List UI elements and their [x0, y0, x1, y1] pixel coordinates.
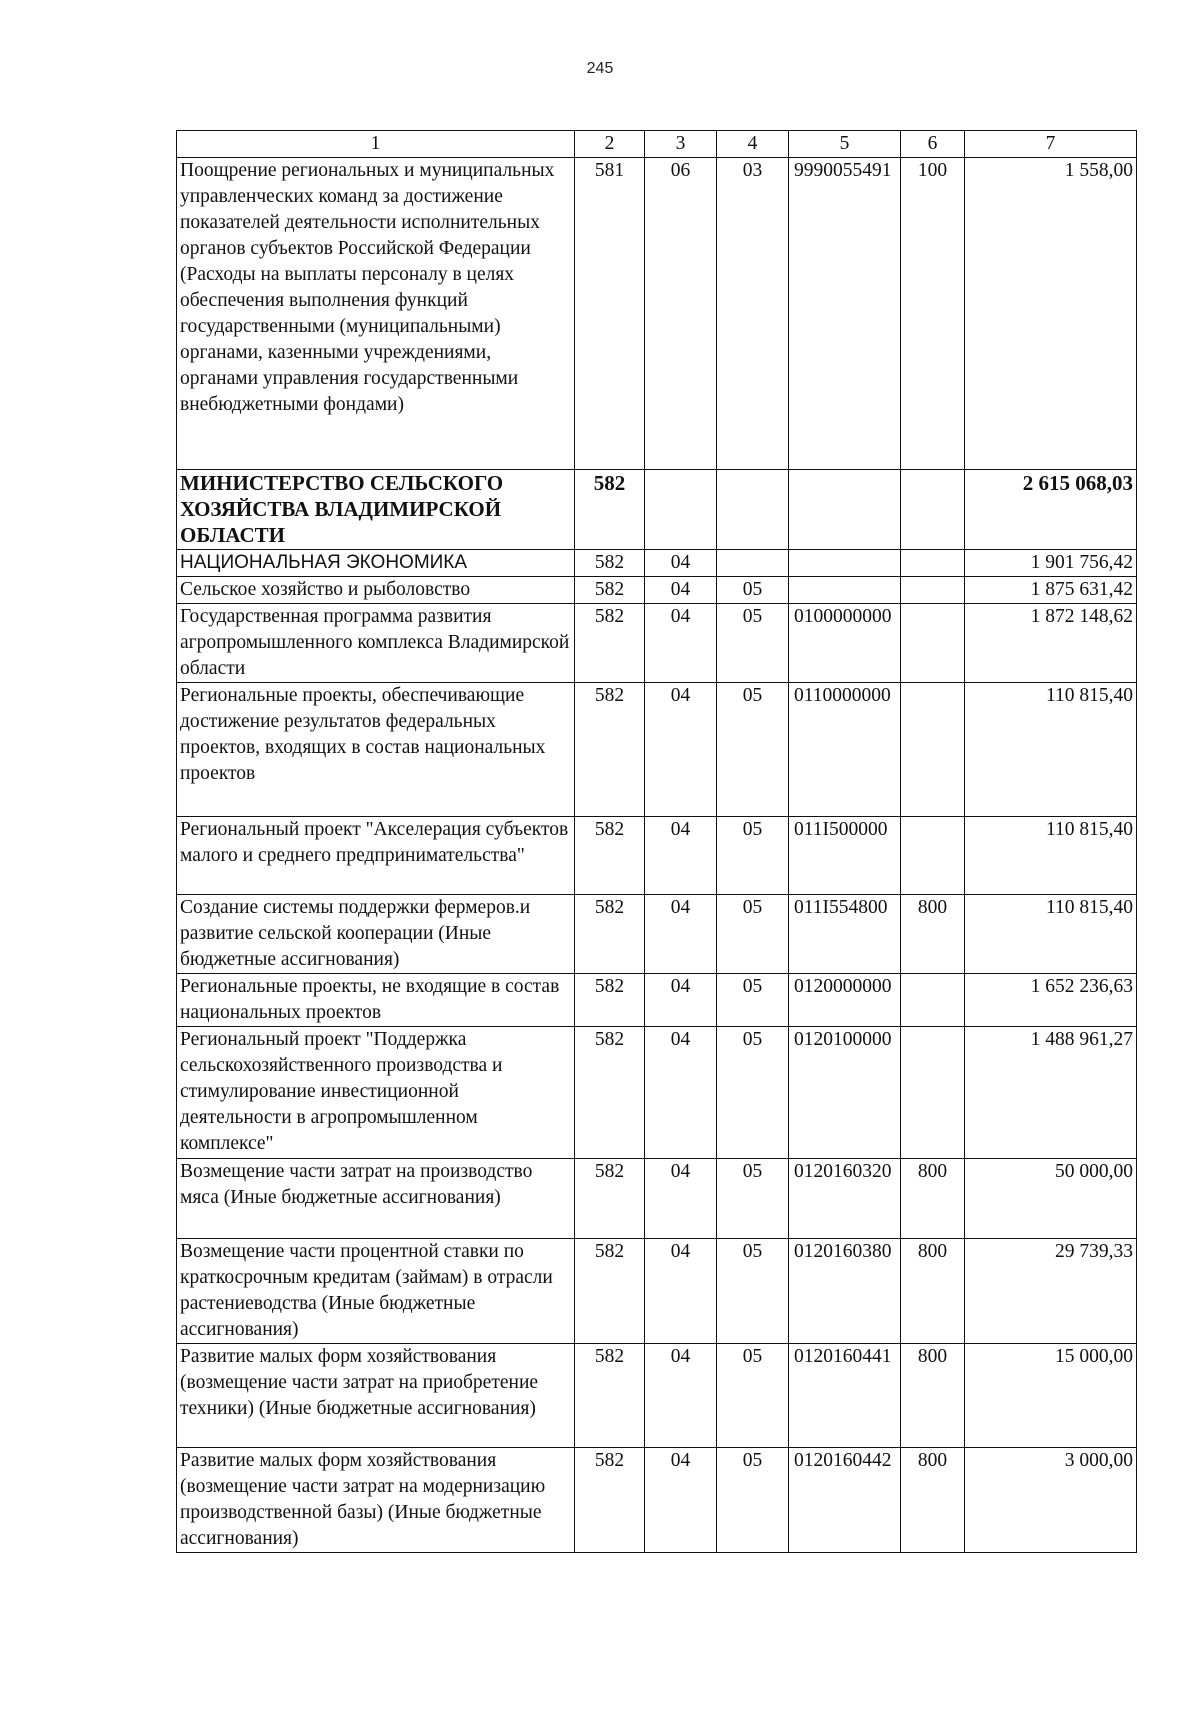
section-code: 04 [645, 604, 717, 683]
row-name: Региональный проект "Акселерация субъектов малого и среднего предпринимательства" [177, 817, 575, 895]
header-cell: 2 [575, 131, 645, 158]
admin-code: 582 [575, 550, 645, 577]
table-row [177, 683, 1137, 817]
section-code: 06 [645, 158, 717, 470]
table-row [177, 1344, 1137, 1448]
table-row [177, 895, 1137, 974]
target-article-code: 0120100000 [789, 1027, 901, 1159]
expense-type-code [901, 974, 965, 1027]
expense-type-code: 800 [901, 1159, 965, 1239]
target-article-code: 0120160320 [789, 1159, 901, 1239]
header-cell: 7 [965, 131, 1137, 158]
amount: 1 558,00 [965, 158, 1137, 470]
admin-code: 582 [575, 577, 645, 604]
admin-code: 582 [575, 1027, 645, 1159]
target-article-code: 0110000000 [789, 683, 901, 817]
subsection-code: 05 [717, 817, 789, 895]
section-code: 04 [645, 1448, 717, 1553]
section-code: 04 [645, 1344, 717, 1448]
expense-type-code: 800 [901, 1448, 965, 1553]
admin-code: 582 [575, 895, 645, 974]
subsection-code: 05 [717, 974, 789, 1027]
row-name: Региональные проекты, обеспечивающие достижение результатов федеральных проектов, входящих в состав национальных проектов [177, 683, 575, 817]
admin-code: 581 [575, 158, 645, 470]
row-name: Сельское хозяйство и рыболовство [177, 577, 575, 604]
target-article-code: 011I554800 [789, 895, 901, 974]
page-number: 245 [586, 60, 614, 77]
amount: 1 875 631,42 [965, 577, 1137, 604]
subsection-code: 05 [717, 1159, 789, 1239]
section-code: 04 [645, 1239, 717, 1344]
expense-type-code [901, 817, 965, 895]
row-name: Поощрение региональных и муниципальных управленческих команд за достижение показателей деятельности исполнительных органов субъектов Российской Федерации (Расходы на выплаты персоналу в целях обеспечения выполнения функций государственными (муниципальными) органами, казенными учреждениями, органами управления государственными внебюджетными фондами) [177, 158, 575, 470]
subsection-code: 05 [717, 1344, 789, 1448]
subsection-code: 05 [717, 895, 789, 974]
amount: 110 815,40 [965, 817, 1137, 895]
row-name: Возмещение части процентной ставки по краткосрочным кредитам (займам) в отрасли растениеводства (Иные бюджетные ассигнования) [177, 1239, 575, 1344]
target-article-code: 0120000000 [789, 974, 901, 1027]
subsection-code: 05 [717, 1027, 789, 1159]
expense-type-code: 800 [901, 895, 965, 974]
row-name: МИНИСТЕРСТВО СЕЛЬСКОГО ХОЗЯЙСТВА ВЛАДИМИРСКОЙ ОБЛАСТИ [177, 470, 575, 550]
expense-type-code [901, 604, 965, 683]
admin-code: 582 [575, 1239, 645, 1344]
header-cell: 4 [717, 131, 789, 158]
section-code [645, 470, 717, 550]
admin-code: 582 [575, 1159, 645, 1239]
row-name: Создание системы поддержки фермеров.и развитие сельской кооперации (Иные бюджетные ассигнования) [177, 895, 575, 974]
expense-type-code [901, 550, 965, 577]
amount: 15 000,00 [965, 1344, 1137, 1448]
admin-code: 582 [575, 1344, 645, 1448]
subsection-code: 05 [717, 577, 789, 604]
amount: 1 652 236,63 [965, 974, 1137, 1027]
header-cell: 6 [901, 131, 965, 158]
amount: 1 901 756,42 [965, 550, 1137, 577]
table-row [177, 1239, 1137, 1344]
admin-code: 582 [575, 1448, 645, 1553]
expense-type-code: 800 [901, 1239, 965, 1344]
target-article-code: 0120160442 [789, 1448, 901, 1553]
subsection-code: 05 [717, 1239, 789, 1344]
table-row [177, 550, 1137, 577]
subsection-code: 05 [717, 1448, 789, 1553]
section-code: 04 [645, 974, 717, 1027]
expense-type-code: 800 [901, 1344, 965, 1448]
admin-code: 582 [575, 817, 645, 895]
amount: 1 488 961,27 [965, 1027, 1137, 1159]
target-article-code [789, 550, 901, 577]
header-row [177, 131, 1137, 158]
section-code: 04 [645, 1027, 717, 1159]
expense-type-code [901, 683, 965, 817]
section-code: 04 [645, 895, 717, 974]
section-code: 04 [645, 683, 717, 817]
row-name: Развитие малых форм хозяйствования (возмещение части затрат на приобретение техники) (Иные бюджетные ассигнования) [177, 1344, 575, 1448]
row-name: Развитие малых форм хозяйствования (возмещение части затрат на модернизацию производственной базы) (Иные бюджетные ассигнования) [177, 1448, 575, 1553]
subsection-code [717, 550, 789, 577]
row-name: Региональные проекты, не входящие в состав национальных проектов [177, 974, 575, 1027]
admin-code: 582 [575, 683, 645, 817]
header-cell: 1 [177, 131, 575, 158]
target-article-code: 011I500000 [789, 817, 901, 895]
admin-code: 582 [575, 470, 645, 550]
row-name: Региональный проект "Поддержка сельскохозяйственного производства и стимулирование инвестиционной деятельности в агропромышленном комплексе" [177, 1027, 575, 1159]
target-article-code: 0100000000 [789, 604, 901, 683]
table-row [177, 1448, 1137, 1553]
amount: 1 872 148,62 [965, 604, 1137, 683]
table-row [177, 158, 1137, 470]
amount: 29 739,33 [965, 1239, 1137, 1344]
expense-type-code [901, 470, 965, 550]
expense-type-code [901, 1027, 965, 1159]
target-article-code: 0120160441 [789, 1344, 901, 1448]
amount: 2 615 068,03 [965, 470, 1137, 550]
admin-code: 582 [575, 974, 645, 1027]
admin-code: 582 [575, 604, 645, 683]
amount: 110 815,40 [965, 895, 1137, 974]
table-row [177, 817, 1137, 895]
header-cell: 3 [645, 131, 717, 158]
target-article-code: 0120160380 [789, 1239, 901, 1344]
section-code: 04 [645, 550, 717, 577]
target-article-code [789, 470, 901, 550]
expense-type-code: 100 [901, 158, 965, 470]
table-row [177, 470, 1137, 550]
subsection-code [717, 470, 789, 550]
row-name: НАЦИОНАЛЬНАЯ ЭКОНОМИКА [177, 550, 575, 577]
subsection-code: 05 [717, 604, 789, 683]
budget-table [176, 130, 1137, 1553]
subsection-code: 05 [717, 683, 789, 817]
subsection-code: 03 [717, 158, 789, 470]
table-row [177, 974, 1137, 1027]
table-row [177, 577, 1137, 604]
target-article-code: 9990055491 [789, 158, 901, 470]
table-row [177, 1159, 1137, 1239]
table-row [177, 1027, 1137, 1159]
row-name: Возмещение части затрат на производство мяса (Иные бюджетные ассигнования) [177, 1159, 575, 1239]
section-code: 04 [645, 1159, 717, 1239]
amount: 110 815,40 [965, 683, 1137, 817]
header-cell: 5 [789, 131, 901, 158]
section-code: 04 [645, 577, 717, 604]
amount: 3 000,00 [965, 1448, 1137, 1553]
table-row [177, 604, 1137, 683]
target-article-code [789, 577, 901, 604]
section-code: 04 [645, 817, 717, 895]
amount: 50 000,00 [965, 1159, 1137, 1239]
expense-type-code [901, 577, 965, 604]
row-name: Государственная программа развития агропромышленного комплекса Владимирской области [177, 604, 575, 683]
